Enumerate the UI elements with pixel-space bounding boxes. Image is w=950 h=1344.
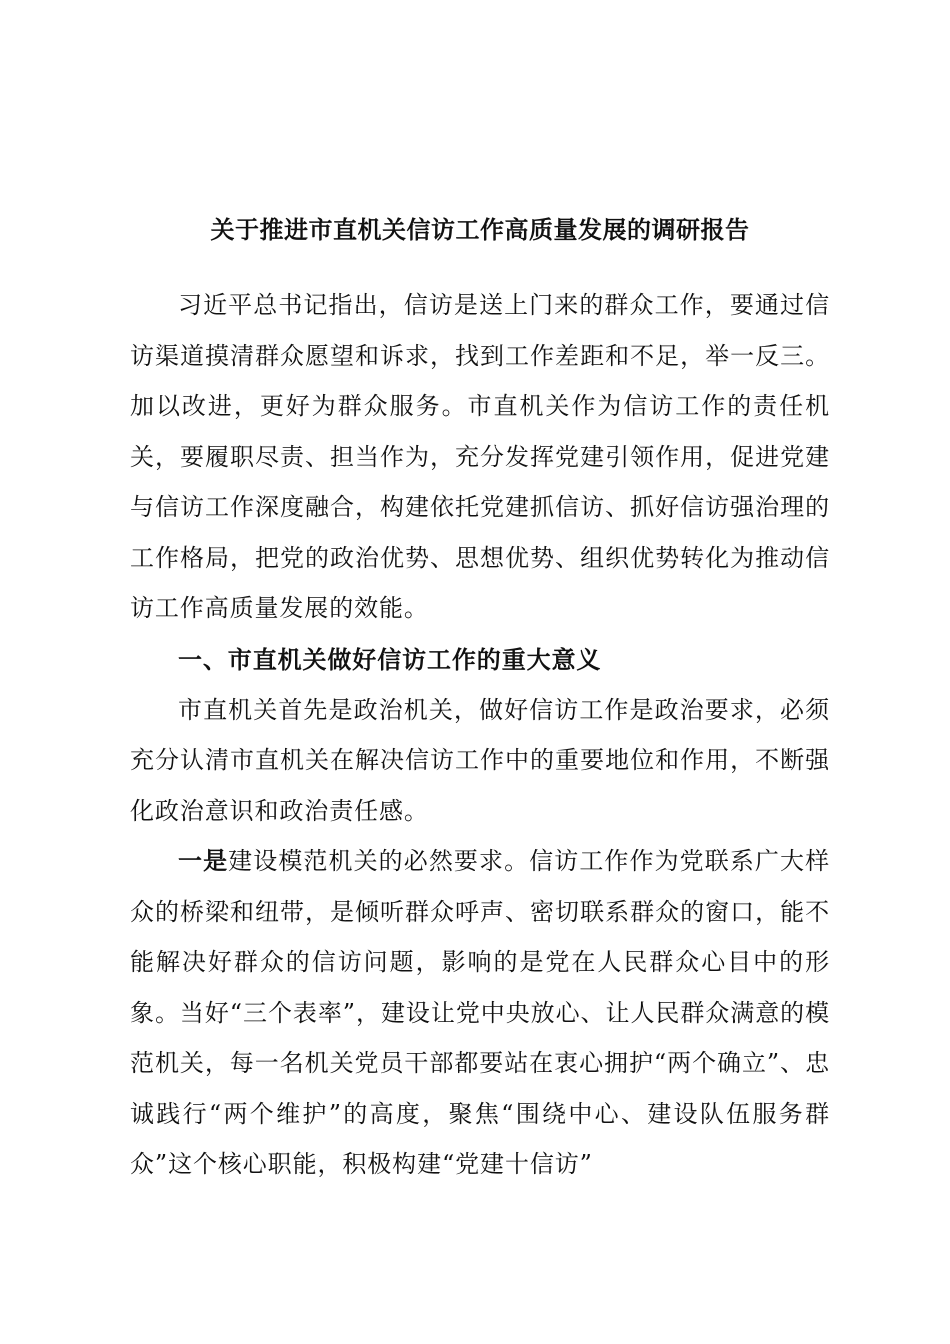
section-heading-1: 一、市直机关做好信访工作的重大意义 <box>178 644 602 674</box>
section-1-paragraph: 市直机关首先是政治机关，做好信访工作是政治要求，必须充分认清市直机关在解决信访工作中的重要地位和作用，不断强化政治意识和政治责任感。 <box>130 695 830 825</box>
point-1-text: 建设模范机关的必然要求。信访工作作为党联系广大样众的桥梁和纽带，是倾听群众呼声、密切联系群众的窗口，能不能解决好群众的信访问题，影响的是党在人民群众心目中的形象。当好“三个表率”，建设让党中央放心、让人民群众满意的模范机关，每一名机关党员干部都要站在衷心拥护“两个确立”、忠诚践行“两个维护”的高度，聚焦“围绕中心、建设队伍服务群众”这个核心职能，积极构建“党建十信访” <box>130 847 830 1178</box>
point-1-paragraph <box>130 836 830 1190</box>
document-title: 关于推进市直机关信访工作高质量发展的调研报告 <box>210 215 750 244</box>
point-1-lead: 一是 <box>178 846 229 875</box>
intro-paragraph: 习近平总书记指出，信访是送上门来的群众工作，要通过信访渠道摸清群众愿望和诉求，找到工作差距和不足，举一反三。加以改进，更好为群众服务。市直机关作为信访工作的责任机关，要履职尽责、担当作为，充分发挥党建引领作用，促进党建与信访工作深度融合，构建依托党建抓信访、抓好信访强治理的工作格局，把党的政治优势、思想优势、组织优势转化为推动信访工作高质量发展的效能。 <box>130 291 830 622</box>
document-body <box>130 280 830 1190</box>
